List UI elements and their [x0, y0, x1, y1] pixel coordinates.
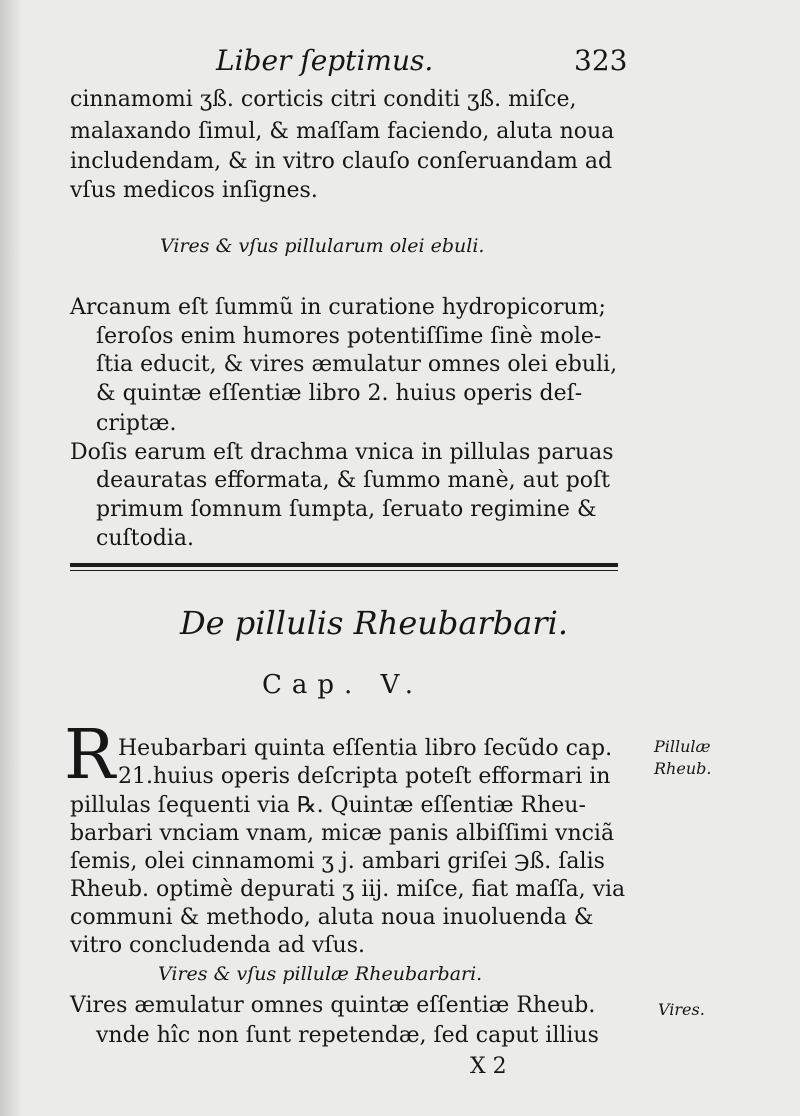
text-line: Rheub. optimè depurati ʒ iij. miſce, fiat maſſa, via	[70, 877, 626, 902]
page-gutter-shadow	[0, 0, 22, 1116]
text-line: criptæ.	[96, 411, 177, 436]
text-line: primum ſomnum ſumpta, ſeruato regimine &	[96, 497, 597, 522]
text-line: Heubarbari quinta eſſentia libro ſecũdo cap.	[118, 736, 613, 761]
text-line: cinnamomi ʒß. corticis citri conditi ʒß. miſce,	[70, 87, 577, 112]
text-line: communi & methodo, aluta noua inuoluenda &	[70, 905, 594, 930]
page-number: 323	[574, 44, 628, 77]
margin-note-vires: Vires.	[658, 1000, 705, 1019]
text-line: malaxando ſimul, & maſſam faciendo, aluta noua	[70, 119, 615, 144]
text-line: pillulas ſequenti via ℞. Quintæ eſſentiæ Rheu-	[70, 793, 586, 818]
margin-note-pillulae: Pillulæ	[654, 737, 711, 756]
text-line: deauratas efformata, & ſummo manè, aut poſt	[96, 468, 611, 493]
subheading-vires: Vires & vſus pillularum olei ebuli.	[160, 235, 485, 257]
text-line: vnde hîc non ſunt repetendæ, ſed caput illius	[96, 1023, 599, 1048]
text-line: ſeroſos enim humores potentiſſime ſinè mole-	[96, 324, 602, 349]
text-line: 21.huius operis deſcripta poteſt efformari in	[118, 764, 611, 789]
text-line: ſemis, olei cinnamomi ʒ j. ambari griſei ℈ß. ſalis	[70, 849, 605, 874]
text-line: Vires æmulatur omnes quintæ eſſentiæ Rheub.	[70, 993, 596, 1018]
text-line: barbari vnciam vnam, micæ panis albiſſimi vnciã	[70, 821, 615, 846]
text-line: ſtia educit, & vires æmulatur omnes olei ebuli,	[96, 352, 618, 377]
text-line: Arcanum eſt ſummũ in curatione hydropicorum;	[70, 295, 606, 320]
text-line: vitro concludenda ad vſus.	[70, 933, 366, 958]
section-heading: De pillulis Rheubarbari.	[180, 604, 568, 642]
signature-mark: X 2	[470, 1054, 507, 1079]
margin-note-rheub: Rheub.	[654, 759, 712, 778]
text-line: cuſtodia.	[96, 526, 194, 551]
drop-capital: R	[64, 716, 116, 795]
text-line: & quintæ eſſentiæ libro 2. huius operis deſ-	[96, 381, 583, 406]
subheading-vires-rheubarbari: Vires & vſus pillulæ Rheubarbari.	[158, 963, 483, 985]
text-line: includendam, & in vitro clauſo conſeruandam ad	[70, 149, 613, 174]
text-line: vſus medicos inſignes.	[70, 178, 318, 203]
running-title: Liber ſeptimus.	[216, 44, 434, 77]
chapter-number: Cap. V.	[262, 670, 424, 700]
section-divider-rule	[70, 563, 618, 571]
text-line: Doſis earum eſt drachma vnica in pillulas paruas	[70, 440, 614, 465]
